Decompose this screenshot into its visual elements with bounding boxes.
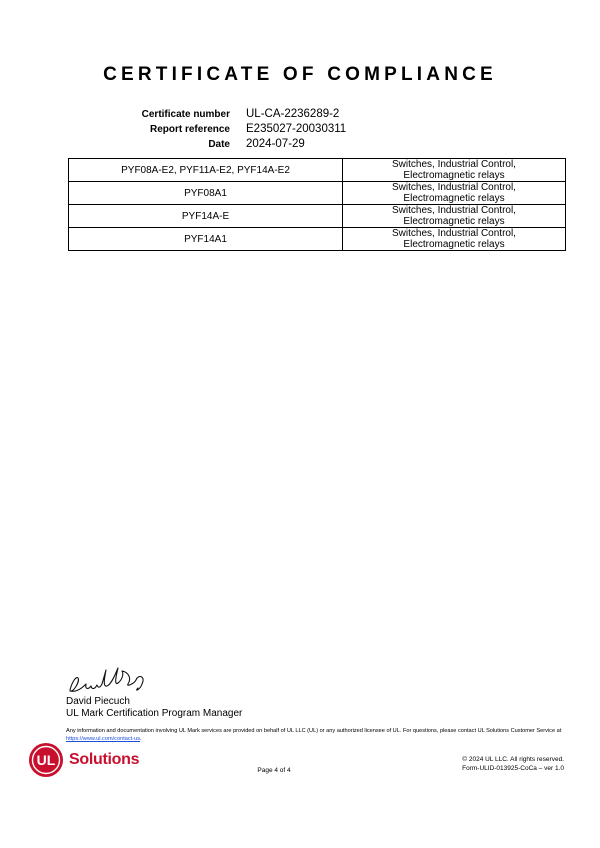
copyright-text: © 2024 UL LLC. All rights reserved.	[462, 756, 564, 763]
category-cell	[343, 205, 566, 228]
category-line: Electromagnetic relays	[403, 216, 505, 227]
logo-mark-text: UL	[36, 752, 56, 768]
form-id-text: Form-ULID-013925-CoCa – ver 1.0	[462, 765, 564, 772]
meta-label: Date	[208, 139, 230, 150]
disclaimer-end: .	[140, 736, 142, 742]
table-row	[69, 182, 566, 205]
category-cell	[343, 182, 566, 205]
model-cell: PYF14A1	[69, 228, 343, 251]
table-row	[69, 159, 566, 182]
certificate-number-value: UL-CA-2236289-2	[246, 108, 340, 120]
signatory-title: UL Mark Certification Program Manager	[66, 708, 243, 719]
report-reference-value: E235027-20030311	[246, 123, 347, 135]
signature-image	[66, 662, 166, 698]
table-row	[69, 228, 566, 251]
products-table	[68, 158, 566, 251]
meta-label: Certificate number	[141, 109, 230, 120]
meta-row-date	[90, 137, 346, 152]
category-line: Switches, Industrial Control,	[392, 159, 516, 170]
certificate-meta	[90, 107, 346, 152]
footer-rights	[462, 755, 564, 773]
model-cell: PYF08A-E2, PYF11A-E2, PYF14A-E2	[69, 159, 343, 182]
category-cell	[343, 159, 566, 182]
contact-link[interactable]: https://www.ul.com/contact-us	[66, 736, 140, 742]
category-line: Electromagnetic relays	[403, 239, 505, 250]
disclaimer-text	[66, 727, 566, 743]
model-cell: PYF08A1	[69, 182, 343, 205]
page-number: Page 4 of 4	[257, 767, 291, 774]
meta-row-certificate-number	[90, 107, 346, 122]
category-cell	[343, 228, 566, 251]
category-line: Switches, Industrial Control,	[392, 228, 516, 239]
category-line: Switches, Industrial Control,	[392, 182, 516, 193]
signatory-name: David Piecuch	[66, 696, 130, 707]
page-title: CERTIFICATE OF COMPLIANCE	[103, 64, 497, 85]
disclaimer-body: Any information and documentation involving UL Mark services are provided on behalf of UL LLC (UL) or any authorized licensee of UL. For questions, please contact UL Solutions Customer Service at	[66, 728, 562, 734]
date-value: 2024-07-29	[246, 138, 305, 150]
table-row	[69, 205, 566, 228]
meta-row-report-reference	[90, 122, 346, 137]
logo-wordmark: Solutions	[69, 751, 140, 768]
category-line: Electromagnetic relays	[403, 193, 505, 204]
category-line: Switches, Industrial Control,	[392, 205, 516, 216]
meta-label: Report reference	[149, 124, 230, 135]
signatory-block	[66, 696, 242, 720]
model-cell: PYF14A-E	[69, 205, 343, 228]
category-line: Electromagnetic relays	[403, 170, 505, 181]
